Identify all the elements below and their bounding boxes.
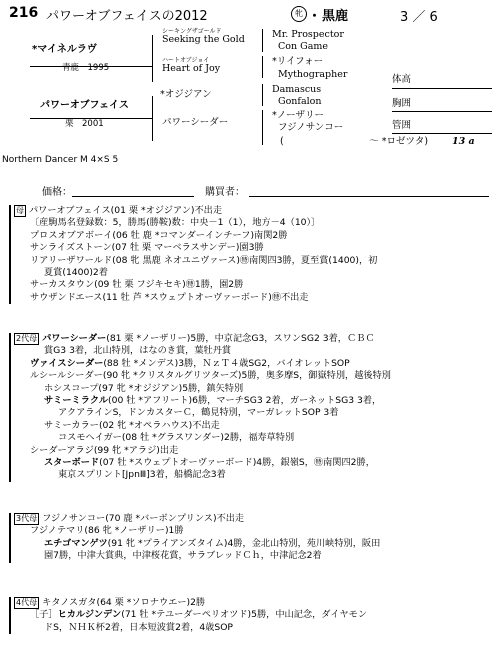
line-text: アクアラインS，ドンカスターＣ，鶴見特別，マーガレットSOP 3着 [58, 407, 339, 419]
height-field-line [392, 88, 492, 89]
price-label: 価格： [42, 187, 72, 198]
line-text: 賞G3 3着，北山特別，はなのき賞，葉牡丹賞 [44, 345, 232, 357]
dam-color-year: 栗 2001 [65, 119, 104, 129]
family-line [44, 457, 492, 469]
line-text: (88 牡 *メンデス)3勝，ＮｚＴ４歳SG2，バイオレットSOP [103, 357, 350, 369]
family-line [30, 525, 492, 537]
line-text: 東京スプリント[JpnⅢ]3着，船橋記念3着 [58, 469, 226, 481]
price-field-line [72, 196, 194, 197]
family-line [44, 267, 492, 279]
family-line [30, 370, 492, 382]
line-text: (00 牡 *アフリート)6勝，マーチSG3 2着，ガーネットSG3 3着， [108, 395, 382, 406]
line-text: リアリーザワールド(08 牝 黒鹿 ネオユニヴァース)㊕南関四3勝，夏至賞(1400)，初 [30, 254, 378, 266]
section-tag: 3代母 [16, 514, 38, 523]
family-line [44, 538, 492, 550]
family-line [44, 383, 492, 395]
line-text: 園7勝，中津大賞典，中津桜花賞，サラブレッドＣｈ，中津記念2着 [44, 550, 322, 562]
family-line [30, 279, 492, 291]
gen3-sds: *リイフォー [272, 56, 324, 67]
section-bar [9, 205, 11, 304]
sex-separator: ・ [308, 9, 322, 24]
family-line [30, 217, 492, 229]
pedigree-line [262, 110, 263, 145]
line-prefix: ［子］ [30, 609, 58, 621]
family-line [58, 469, 492, 481]
line-text: 夏賞(1400)2着 [44, 267, 108, 278]
line-text: サーカスタウン(09 牡 栗 フジキセキ)㊕1勝，園2勝 [30, 279, 244, 291]
sex-mark: 牝 [291, 6, 307, 22]
family-line [30, 609, 492, 621]
line-text: ドS，ＮＨＫ杯2着，日本短波賞2着，4歳SOP [44, 621, 233, 633]
line-text: (71 牡 *テユーダーペリオツド)5勝，中山記念，ダイヤモン [121, 609, 368, 621]
line-text: フジノテマリ(86 牝 *ノーザリー)1勝 [30, 525, 184, 537]
family-line [44, 622, 492, 634]
family-line [14, 205, 492, 217]
line-text: サウザンドエース(11 牡 芦 *スウェプトオーヴァーボード)㊕不出走 [30, 291, 309, 303]
family-line [58, 407, 492, 419]
family-number: 13 a [452, 136, 475, 147]
section-tag: 4代母 [16, 598, 38, 607]
pedigree-line [262, 56, 263, 78]
buyer-field-line [249, 196, 489, 197]
dam-dam-name: パワーシーダー [162, 117, 229, 128]
line-text: パワーオブフェイス(01 栗 *オジジアン)不出走 [29, 205, 223, 216]
line-text: 〔産駒馬名登録数：5，勝馬(勝鞍)数：中央－1（1），地方－4（10）〕 [30, 217, 321, 229]
coat-color: 黒鹿 [322, 9, 349, 24]
cannon-field-line [392, 133, 492, 134]
family-line [30, 292, 492, 304]
family-line [44, 550, 492, 562]
gen3-dds: *ノーザリー [272, 110, 324, 121]
line-text: フジノサンコー(70 鹿 *バーボンプリンス)不出走 [42, 513, 245, 524]
catalog-date: 3 ／ 6 [400, 10, 438, 25]
sire-color-year: 青鹿 1995 [62, 63, 110, 73]
horse-name-bold: サミーミラクル [44, 395, 109, 406]
line-text: プロスオブアボーイ(06 牡 鹿 *コマンダーインチーフ)南関2勝 [30, 229, 288, 241]
horse-name-bold: スターボード [44, 457, 100, 468]
sire-name: *マイネルラヴ [32, 44, 97, 55]
line-text: シーダーアラジ(99 牝 *アラジ)出走 [30, 444, 179, 456]
lot-number: 216 [9, 5, 39, 21]
family-line [30, 358, 492, 370]
section-tag: 母 [16, 206, 24, 215]
horse-name-bold: ヒカルジンデン [57, 609, 122, 621]
family-line [30, 255, 492, 267]
sire-sire-name: Seeking the Gold [162, 34, 245, 45]
horse-name-bold: ヴァイスシーダー [30, 357, 104, 369]
chest-field-line [392, 111, 492, 112]
pedigree-line [152, 96, 153, 141]
line-text: ルシールシーダー(90 牝 *クリスタルグリツターズ)5勝，奥多摩S，御嶽特別，越後特別 [30, 370, 391, 382]
family-line [44, 345, 492, 357]
lot-title: パワーオブフェイスの2012 [46, 9, 208, 24]
family-line [30, 242, 492, 254]
gen3-bottom: ( ～ *ロゼツタ) [280, 136, 429, 147]
line-text: サンライズストーン(07 牡 栗 マーベラスサンデー)園3勝 [30, 242, 264, 254]
section-bar [9, 513, 11, 563]
family-line [44, 395, 492, 407]
line-text: (91 牝 *プライアンズタイム)4勝，金北山特別，苑川峡特別，阪田 [107, 537, 381, 549]
sire-sire-ruby: シーキングザゴールド [162, 28, 222, 35]
sire-dam-ruby: ハートオブジョイ [162, 57, 210, 64]
family-line [44, 420, 492, 432]
section-tag: 2代母 [16, 334, 38, 343]
pedigree-line [152, 35, 153, 82]
line-text: ホシスコープ(97 牝 *オジジアン)5勝，鎮矢特別 [44, 382, 244, 394]
section-bar [9, 333, 11, 482]
pedigree-line [262, 29, 263, 52]
inbreeding-note: Northern Dancer M 4×S 5 [2, 155, 119, 165]
gen3-sdd: Mythographer [278, 69, 348, 80]
family-line [58, 432, 492, 444]
line-text: サミーカラー(02 牝 *オペラハウス)不出走 [44, 419, 220, 431]
family-line [14, 333, 492, 345]
family-line [30, 230, 492, 242]
line-text: キタノスガタ(64 栗 *ソロナウエー)2勝 [42, 597, 206, 608]
line-text: コスモヘイガー(08 牡 *グラスワンダー)2勝，福寿草特別 [58, 432, 295, 444]
family-line [14, 513, 492, 525]
gen3-ddd: フジノサンコー [278, 122, 344, 133]
cannon-label: 管囲 [392, 120, 412, 131]
dam-sire-name: *オジジアン [160, 89, 212, 100]
gen3-dsd: Gonfalon [278, 96, 322, 107]
line-text: (81 栗 *ノーザリー)5勝，中京記念G3，スワンSG2 3着，ＣＢＣ [106, 333, 375, 344]
chest-label: 胸囲 [392, 98, 412, 109]
horse-name-bold: パワーシーダー [42, 333, 107, 344]
family-line [30, 445, 492, 457]
section-bar [9, 597, 11, 634]
buyer-label: 購買者： [205, 187, 245, 198]
pedigree-line [262, 84, 263, 106]
sire-dam-name: Heart of Joy [162, 63, 221, 74]
dam-name: パワーオブフェイス [40, 100, 129, 111]
family-line [14, 597, 492, 609]
gen3-ssd: Con Game [278, 41, 329, 52]
line-text: (07 牡 *スウェプトオーヴァーボード)4勝，銀嶺S，㊕南関四2勝， [99, 457, 375, 468]
gen3-sss: Mr. Prospector [272, 29, 344, 40]
gen3-dss: Damascus [272, 84, 322, 95]
height-label: 体高 [392, 74, 412, 85]
horse-name-bold: エチゴマンゲツ [44, 537, 108, 549]
